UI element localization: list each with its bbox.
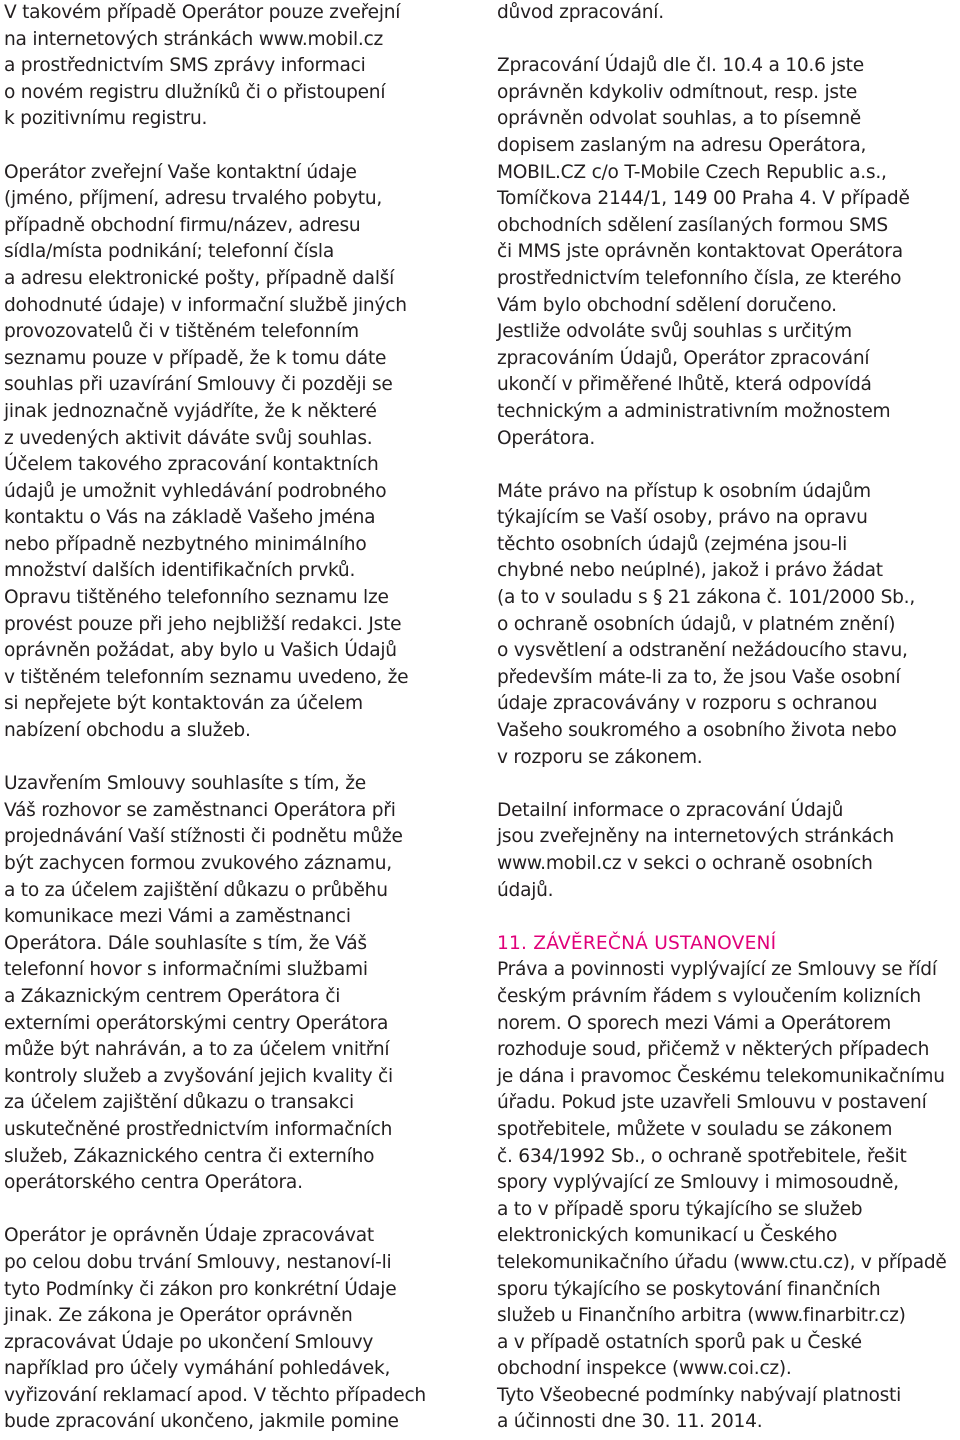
paragraph-detail-info [497, 798, 960, 904]
text-line: týkajícím se Vaší osoby, právo na opravu [497, 507, 868, 529]
text-line: a adresu elektronické pošty, případně další [4, 267, 395, 289]
text-line: elektronických komunikací u Českého [497, 1225, 838, 1247]
text-line: (a to v souladu s § 21 zákona č. 101/2000 Sb., [497, 587, 916, 609]
text-line: je dána i pravomoc Českému telekomunikačnímu [497, 1065, 945, 1087]
text-line: provést pouze při jeho nejbližší redakci. Jste [4, 613, 402, 635]
text-line: českým právním řádem s vyloučením kolizních [497, 985, 921, 1007]
paragraph-consent-withdrawal [497, 53, 960, 452]
text-line: k pozitivnímu registru. [4, 108, 208, 130]
paragraph-processing-reason [497, 0, 960, 27]
text-line: v rozporu se zákonem. [497, 746, 703, 768]
text-line: chybné nebo neúplné), jakož i právo žádat [497, 560, 883, 582]
text-line: jinak jednoznačně vyjádříte, že k některé [4, 400, 377, 422]
text-line: nebo případně nezbytného minimálního [4, 533, 367, 555]
left-column [4, 0, 474, 1436]
text-line: Detailní informace o zpracování Údajů [497, 799, 844, 821]
text-line: jinak. Ze zákona je Operátor oprávněn [4, 1305, 353, 1327]
text-line: Tyto Všeobecné podmínky nabývají platnosti [497, 1384, 902, 1406]
text-line: zpracovávat Údaje po ukončení Smlouvy [4, 1331, 374, 1353]
text-line: (jméno, příjmení, adresu trvalého pobytu, [4, 188, 383, 210]
text-line: telekomunikačního úřadu (www.ctu.cz), v případě [497, 1251, 947, 1273]
text-line: si nepřejete být kontaktován za účelem [4, 693, 363, 715]
text-line: ukončí v přiměřené lhůtě, která odpovídá [497, 374, 872, 396]
text-line: o ochraně osobních údajů, v platném znění) [497, 613, 896, 635]
text-line: a to v případě sporu týkajícího se služeb [497, 1198, 863, 1220]
text-line: úřadu. Pokud jste uzavřeli Smlouvu v postavení [497, 1092, 927, 1114]
text-line: údajů je umožnit vyhledávání podrobného [4, 480, 387, 502]
paragraph-gap [497, 27, 960, 54]
paragraph-gap [497, 452, 960, 479]
text-line: projednávání Vaší stížnosti či podnětu může [4, 826, 403, 848]
text-line: oprávněn požádat, aby bylo u Vašich Údajů [4, 640, 397, 662]
text-line: a v případě ostatních sporů pak u České [497, 1331, 862, 1353]
text-line: www.mobil.cz v sekci o ochraně osobních [497, 853, 873, 874]
paragraph-gap [4, 1197, 474, 1224]
text-line: Uzavřením Smlouvy souhlasíte s tím, že [4, 773, 366, 795]
text-line: norem. O sporech mezi Vámi a Operátorem [497, 1012, 891, 1034]
text-line: dohodnuté údaje) v informační službě jiných [4, 294, 407, 316]
text-line: Váš rozhovor se zaměstnanci Operátora při [4, 799, 396, 821]
text-line: Vašeho soukromého a osobního života nebo [497, 720, 897, 742]
text-line: o vysvětlení a odstranění nežádoucího stavu, [497, 640, 908, 662]
text-line: z uvedených aktivit dáváte svůj souhlas. [4, 427, 373, 449]
text-line: Účelem takového zpracování kontaktních [4, 454, 379, 476]
text-line: na internetových stránkách www.mobil.cz [4, 28, 384, 50]
paragraph-gap [4, 745, 474, 772]
text-line: Vám bylo obchodní sdělení doručeno. [497, 294, 837, 316]
text-line: č. 634/1992 Sb., o ochraně spotřebitele, řešit [497, 1145, 907, 1167]
text-line: kontroly služeb a zvyšování jejich kvality či [4, 1065, 393, 1087]
paragraph-gap [4, 133, 474, 160]
text-line: případně obchodní firmu/název, adresu [4, 214, 361, 236]
text-line: v tištěném telefonním seznamu uvedeno, že [4, 666, 409, 688]
text-line: tyto Podmínky či zákon pro konkrétní Údaje [4, 1278, 397, 1300]
text-line: a účinnosti dne 30. 11. 2014. [497, 1411, 763, 1433]
text-line: Opravu tištěného telefonního seznamu lze [4, 587, 389, 609]
text-line: například pro účely vymáhání pohledávek, [4, 1358, 391, 1380]
text-line: Operátora. [497, 427, 596, 449]
text-line: Jestliže odvoláte svůj souhlas s určitým [497, 321, 852, 343]
text-line: komunikace mezi Vámi a zaměstnanci [4, 906, 351, 928]
text-line: prostřednictvím telefonního čísla, ze kterého [497, 267, 902, 289]
text-line: či MMS jste oprávněn kontaktovat Operátora [497, 241, 903, 263]
text-line: těchto osobních údajů (zejména jsou-li [497, 533, 848, 555]
text-line: a Zákaznickým centrem Operátora či [4, 985, 341, 1007]
text-line: o novém registru dlužníků či o přistoupení [4, 81, 386, 103]
text-line: technickým a administrativním možnostem [497, 400, 891, 422]
text-line: a prostřednictvím SMS zprávy informaci [4, 55, 366, 77]
text-line: oprávněn odvolat souhlas, a to písemně [497, 108, 861, 130]
text-line: jsou zveřejněny na internetových stránkách [497, 826, 894, 848]
paragraph-gap [497, 771, 960, 798]
text-line: spotřebitele, můžete v souladu se zákonem [497, 1118, 893, 1140]
text-line: nabízení obchodu a služeb. [4, 720, 251, 742]
text-line: seznamu pouze v případě, že k tomu dáte [4, 347, 387, 369]
text-line: údaje zpracovávány v rozporu s ochranou [497, 693, 878, 715]
text-line: důvod zpracování. [497, 2, 664, 23]
text-line: sporu týkajícího se poskytování finančních [497, 1278, 881, 1300]
text-line: rozhoduje soud, přičemž v některých případech [497, 1039, 930, 1061]
text-line: může být nahráván, a to za účelem vnitřní [4, 1039, 390, 1061]
paragraph-access-rights [497, 479, 960, 772]
text-line: souhlas při uzavírání Smlouvy či později se [4, 374, 393, 396]
text-line: MOBIL.CZ c/o T-Mobile Czech Republic a.s., [497, 161, 887, 183]
paragraph-gap [497, 904, 960, 931]
text-line: vyřizování reklamací apod. V těchto případech [4, 1384, 426, 1406]
section-final-provisions [497, 931, 960, 1436]
text-line: oprávněn kdykoliv odmítnout, resp. jste [497, 81, 858, 103]
text-line: externími operátorskými centry Operátora [4, 1012, 389, 1034]
section-heading: 11. ZÁVĚREČNÁ USTANOVENÍ [497, 932, 777, 954]
paragraph-call-recording [4, 771, 474, 1197]
text-line: zpracováním Údajů, Operátor zpracování [497, 347, 870, 369]
text-line: operátorského centra Operátora. [4, 1172, 303, 1194]
text-line: obchodních sdělení zasílaných formou SMS [497, 214, 888, 236]
text-line: Práva a povinnosti vyplývající ze Smlouvy se řídí [497, 959, 937, 981]
text-line: obchodní inspekce (www.coi.cz). [497, 1358, 792, 1380]
text-line: dopisem zaslaným na adresu Operátora, [497, 134, 867, 156]
text-line: bude zpracování ukončeno, jakmile pomine [4, 1411, 399, 1433]
text-line: Tomíčkova 2144/1, 149 00 Praha 4. V případě [497, 188, 910, 210]
text-line: za účelem zajištění důkazu o transakci [4, 1092, 354, 1114]
text-line: především máte-li za to, že jsou Vaše osobní [497, 666, 901, 688]
text-line: Máte právo na přístup k osobním údajům [497, 480, 871, 502]
text-line: provozovatelů či v tištěném telefonním [4, 321, 359, 343]
text-line: sídla/místa podnikání; telefonní čísla [4, 241, 334, 263]
text-line: služeb u Finančního arbitra (www.finarbitr.cz) [497, 1305, 906, 1327]
text-line: být zachycen formou zvukového záznamu, [4, 853, 392, 874]
text-line: kontaktu o Vás na základě Vašeho jména [4, 507, 376, 529]
paragraph-contact-data [4, 160, 474, 745]
text-line: Operátor zveřejní Vaše kontaktní údaje [4, 161, 357, 183]
text-line: Operátora. Dále souhlasíte s tím, že Váš [4, 932, 367, 954]
text-line: údajů. [497, 879, 554, 901]
text-line: služeb, Zákaznického centra či externího [4, 1145, 375, 1167]
text-line: Zpracování Údajů dle čl. 10.4 a 10.6 jste [497, 55, 864, 77]
text-line: Operátor je oprávněn Údaje zpracovávat [4, 1225, 374, 1247]
text-line: spory vyplývající ze Smlouvy i mimosoudně, [497, 1172, 899, 1194]
paragraph-processing-duration [4, 1223, 474, 1436]
text-line: množství dalších identifikačních prvků. [4, 560, 356, 582]
text-line: a to za účelem zajištění důkazu o průběhu [4, 879, 388, 901]
text-line: telefonní hovor s informačními službami [4, 959, 368, 981]
right-column [497, 0, 960, 1436]
text-line: uskutečněné prostřednictvím informačních [4, 1118, 393, 1140]
text-line: V takovém případě Operátor pouze zveřejní [4, 2, 401, 23]
paragraph-registry-notice [4, 0, 474, 133]
text-line: po celou dobu trvání Smlouvy, nestanoví-li [4, 1251, 392, 1273]
